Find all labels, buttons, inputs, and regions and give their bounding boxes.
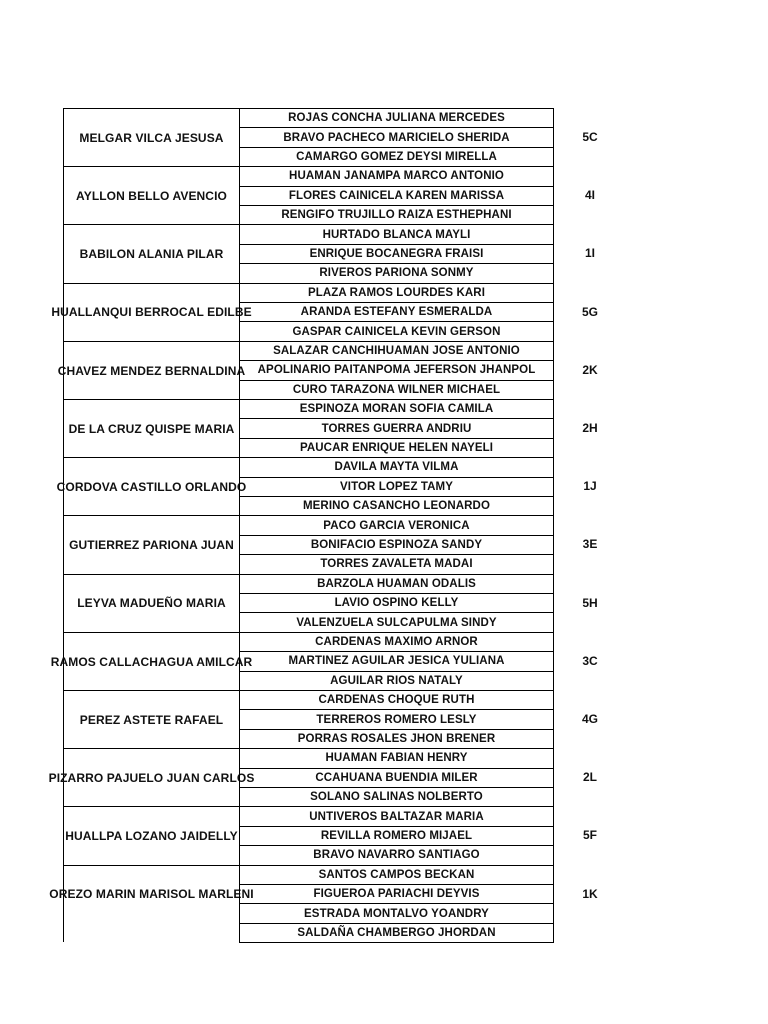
- student-cell: MARTINEZ AGUILAR JESICA YULIANA: [239, 651, 554, 671]
- teacher-cell: OREZO MARIN MARISOL MARLENI: [63, 865, 239, 924]
- student-cell: PLAZA RAMOS LOURDES KARI: [239, 283, 554, 303]
- student-cell: TERREROS ROMERO LESLY: [239, 709, 554, 729]
- student-cell: HURTADO BLANCA MAYLI: [239, 224, 554, 244]
- teacher-cell: CHAVEZ MENDEZ BERNALDINA: [63, 341, 239, 400]
- teacher-cell: RAMOS CALLACHAGUA AMILCAR: [63, 632, 239, 691]
- section-code: 5F: [582, 828, 597, 843]
- student-cell: CURO TARAZONA WILNER MICHAEL: [239, 380, 554, 400]
- student-cell: ESTRADA MONTALVO YOANDRY: [239, 903, 554, 923]
- student-cell: BARZOLA HUAMAN ODALIS: [239, 574, 554, 594]
- section-code: 1I: [584, 246, 595, 261]
- section-code: 1J: [583, 479, 597, 494]
- teacher-cell: AYLLON BELLO AVENCIO: [63, 166, 239, 225]
- section-code: 1K: [582, 886, 598, 901]
- student-cell: DAVILA MAYTA VILMA: [239, 457, 554, 477]
- section-code: 5G: [581, 304, 598, 319]
- student-cell: CAMARGO GOMEZ DEYSI MIRELLA: [239, 147, 554, 167]
- student-cell: VALENZUELA SULCAPULMA SINDY: [239, 612, 554, 632]
- student-cell: ARANDA ESTEFANY ESMERALDA: [239, 302, 554, 322]
- student-cell: SOLANO SALINAS NOLBERTO: [239, 787, 554, 807]
- student-cell: FIGUEROA PARIACHI DEYVIS: [239, 884, 554, 904]
- section-code: 2H: [582, 421, 598, 436]
- section-code: 2L: [582, 770, 597, 785]
- student-cell: UNTIVEROS BALTAZAR MARIA: [239, 806, 554, 826]
- student-cell: ROJAS CONCHA JULIANA MERCEDES: [239, 108, 554, 128]
- student-cell: SANTOS CAMPOS BECKAN: [239, 865, 554, 885]
- teacher-cell: BABILON ALANIA PILAR: [63, 224, 239, 283]
- student-cell: ESPINOZA MORAN SOFIA CAMILA: [239, 399, 554, 419]
- student-cell: LAVIO OSPINO KELLY: [239, 593, 554, 613]
- section-code: 5C: [582, 130, 598, 145]
- student-cell: RENGIFO TRUJILLO RAIZA ESTHEPHANI: [239, 205, 554, 225]
- student-cell: CARDENAS CHOQUE RUTH: [239, 690, 554, 710]
- student-cell: CARDENAS MAXIMO ARNOR: [239, 632, 554, 652]
- student-cell: AGUILAR RIOS NATALY: [239, 671, 554, 691]
- student-cell: RIVEROS PARIONA SONMY: [239, 263, 554, 283]
- student-cell: MERINO CASANCHO LEONARDO: [239, 496, 554, 516]
- teacher-cell: PEREZ ASTETE RAFAEL: [63, 690, 239, 749]
- student-cell: VITOR LOPEZ TAMY: [239, 477, 554, 497]
- teacher-cell: HUALLANQUI BERROCAL EDILBE: [63, 283, 239, 342]
- section-code: 4I: [584, 188, 595, 203]
- student-cell: GASPAR CAINICELA KEVIN GERSON: [239, 321, 554, 341]
- teacher-cell: GUTIERREZ PARIONA JUAN: [63, 515, 239, 574]
- student-cell: TORRES ZAVALETA MADAI: [239, 554, 554, 574]
- student-cell: PORRAS ROSALES JHON BRENER: [239, 729, 554, 749]
- teacher-cell: LEYVA MADUEÑO MARIA: [63, 574, 239, 633]
- student-cell: BONIFACIO ESPINOZA SANDY: [239, 535, 554, 555]
- student-cell: SALDAÑA CHAMBERGO JHORDAN: [239, 923, 554, 943]
- section-code: 3E: [582, 537, 598, 552]
- student-cell: TORRES GUERRA ANDRIU: [239, 418, 554, 438]
- teacher-cell: PIZARRO PAJUELO JUAN CARLOS: [63, 748, 239, 807]
- student-cell: REVILLA ROMERO MIJAEL: [239, 826, 554, 846]
- student-cell: SALAZAR CANCHIHUAMAN JOSE ANTONIO: [239, 341, 554, 361]
- student-cell: APOLINARIO PAITANPOMA JEFERSON JHANPOL: [239, 360, 554, 380]
- section-code: 4G: [581, 712, 598, 727]
- student-cell: BRAVO PACHECO MARICIELO SHERIDA: [239, 127, 554, 147]
- table-border: [63, 923, 64, 942]
- section-code: 2K: [582, 362, 598, 377]
- teacher-cell: HUALLPA LOZANO JAIDELLY: [63, 806, 239, 865]
- section-code: 3C: [582, 653, 598, 668]
- student-cell: BRAVO NAVARRO SANTIAGO: [239, 845, 554, 865]
- student-cell: PACO GARCIA VERONICA: [239, 515, 554, 535]
- student-cell: HUAMAN FABIAN HENRY: [239, 748, 554, 768]
- teacher-cell: DE LA CRUZ QUISPE MARIA: [63, 399, 239, 458]
- student-cell: PAUCAR ENRIQUE HELEN NAYELI: [239, 438, 554, 458]
- student-cell: CCAHUANA BUENDIA MILER: [239, 768, 554, 788]
- section-code: 5H: [582, 595, 598, 610]
- student-cell: FLORES CAINICELA KAREN MARISSA: [239, 186, 554, 206]
- teacher-cell: MELGAR VILCA JESUSA: [63, 108, 239, 167]
- teacher-cell: CORDOVA CASTILLO ORLANDO: [63, 457, 239, 516]
- student-cell: HUAMAN JANAMPA MARCO ANTONIO: [239, 166, 554, 186]
- student-cell: ENRIQUE BOCANEGRA FRAISI: [239, 244, 554, 264]
